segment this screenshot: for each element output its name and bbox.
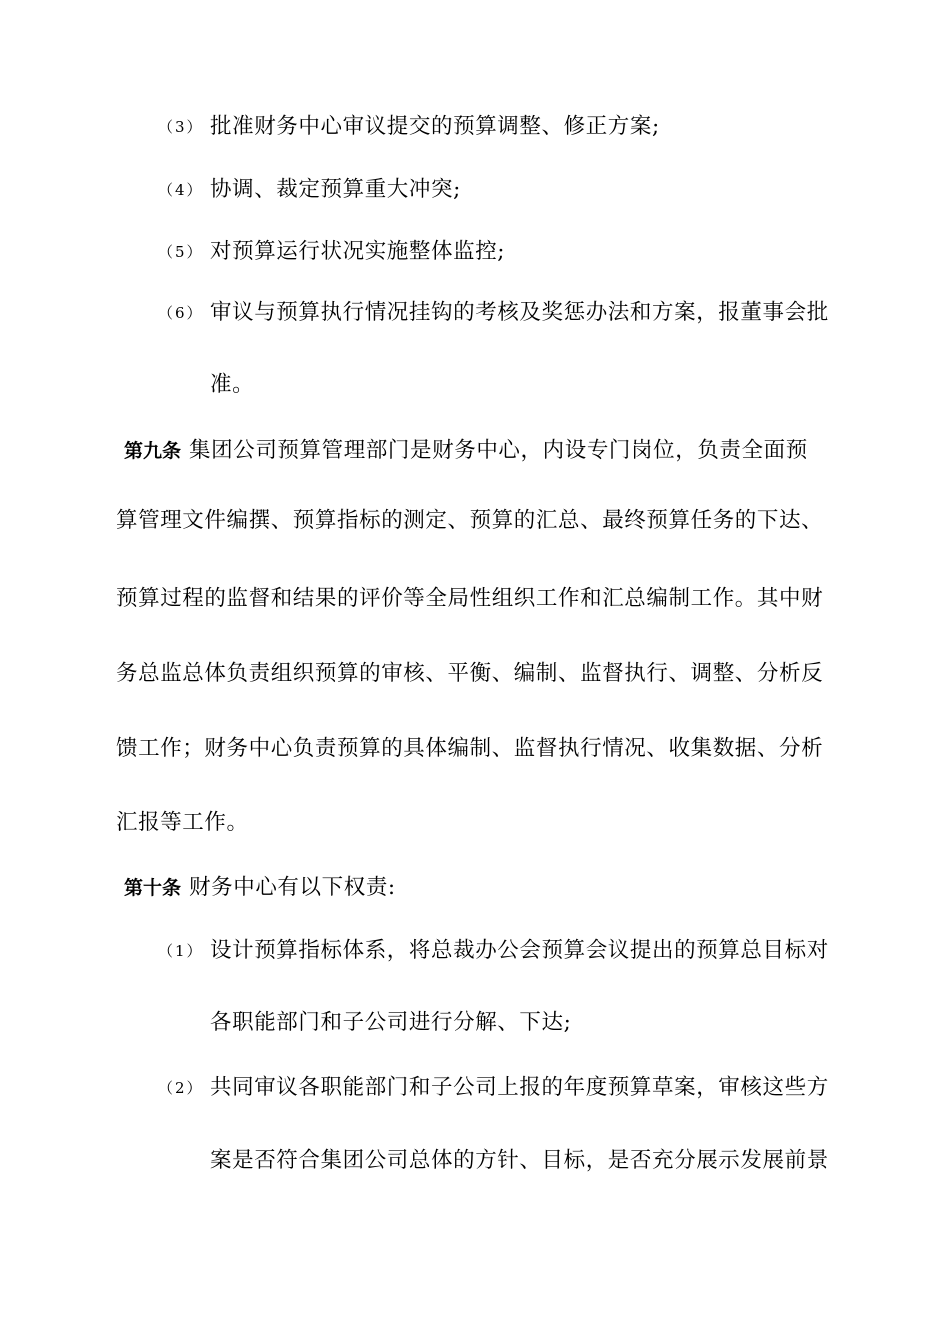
item-text-continued: 案是否符合集团公司总体的方针、目标，是否充分展示发展前景 xyxy=(210,1148,829,1173)
item-number: （3） xyxy=(158,118,204,136)
article-9-line-4: 务总监总体负责组织预算的审核、平衡、编制、监督执行、调整、分析反 xyxy=(116,661,824,686)
article-9-line-1: 集团公司预算管理部门是财务中心，内设专门岗位，负责全面预 xyxy=(189,438,808,463)
item-text: 批准财务中心审议提交的预算调整、修正方案; xyxy=(210,114,660,139)
article-10-label: 第十条 xyxy=(124,877,182,899)
item-number: （1） xyxy=(158,942,204,960)
article-10-heading xyxy=(124,873,396,903)
article-9-line-6: 汇报等工作。 xyxy=(116,810,249,835)
article-9-line-5: 馈工作；财务中心负责预算的具体编制、监督执行情况、收集数据、分析 xyxy=(116,736,824,761)
item-text: 对预算运行状况实施整体监控; xyxy=(210,239,506,264)
item-text: 设计预算指标体系，将总裁办公会预算会议提出的预算总目标对 xyxy=(210,938,829,963)
article-9-first-line xyxy=(124,436,808,466)
item-number: （6） xyxy=(158,304,204,322)
article-9-line-2: 算管理文件编撰、预算指标的测定、预算的汇总、最终预算任务的下达、 xyxy=(116,508,824,533)
item-number: （2） xyxy=(158,1079,204,1097)
item-number: （5） xyxy=(158,243,204,261)
item-number: （4） xyxy=(158,181,204,199)
article-10-text: 财务中心有以下权责: xyxy=(189,875,396,900)
article-9-label: 第九条 xyxy=(124,440,182,462)
item-text: 协调、裁定预算重大冲突; xyxy=(210,177,461,202)
item-text: 共同审议各职能部门和子公司上报的年度预算草案，审核这些方 xyxy=(210,1075,829,1100)
article-9-line-3: 预算过程的监督和结果的评价等全局性组织工作和汇总编制工作。其中财 xyxy=(116,586,824,611)
item-text-continued: 各职能部门和子公司进行分解、下达; xyxy=(210,1010,572,1035)
item-text-continued: 准。 xyxy=(210,372,255,397)
item-text: 审议与预算执行情况挂钩的考核及奖惩办法和方案，报董事会批 xyxy=(210,300,829,325)
